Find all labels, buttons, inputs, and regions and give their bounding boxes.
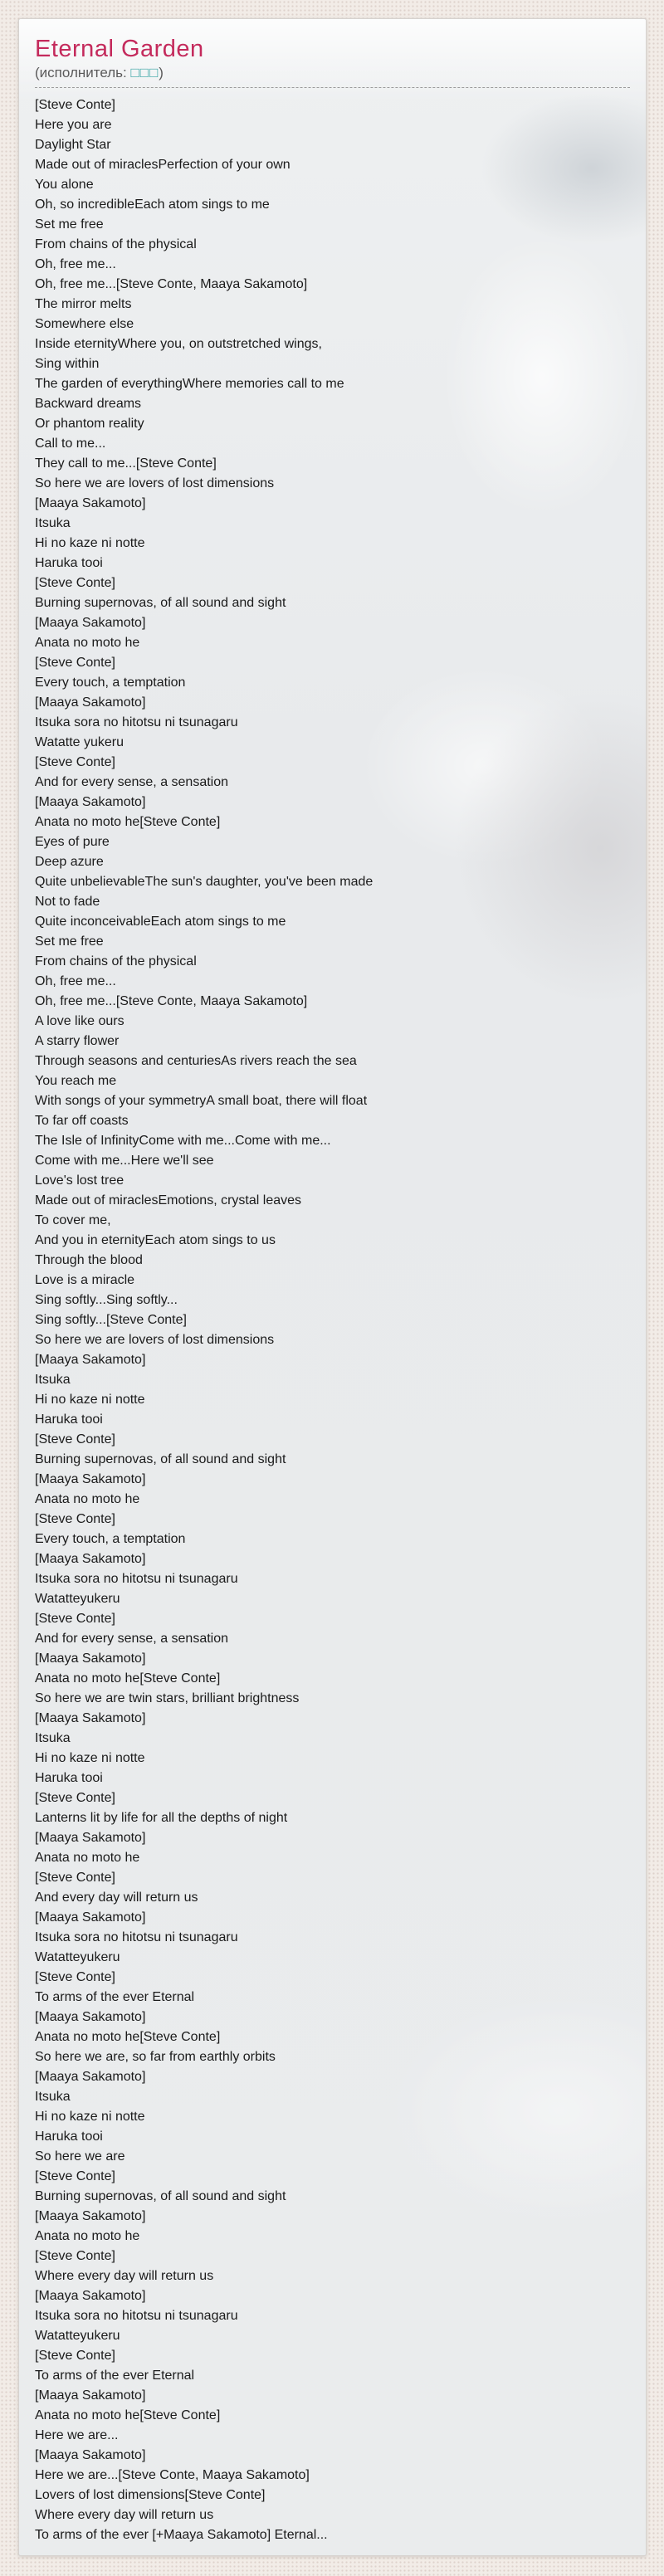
- lyric-line: And you in eternityEach atom sings to us: [35, 1233, 276, 1247]
- lyric-line: Somewhere else: [35, 317, 134, 331]
- lyric-line: [Steve Conte]: [35, 755, 115, 769]
- lyric-line: Here you are: [35, 118, 112, 132]
- lyric-line: [Maaya Sakamoto]: [35, 2010, 146, 2024]
- lyric-line: Haruka tooi: [35, 2130, 103, 2144]
- lyric-line: [Maaya Sakamoto]: [35, 496, 146, 510]
- lyric-line: Oh, free me...: [35, 257, 116, 271]
- lyric-line: [Maaya Sakamoto]: [35, 1552, 146, 1566]
- lyric-line: Lanterns lit by life for all the depths of night: [35, 1811, 288, 1825]
- lyric-line: Call to me...: [35, 437, 106, 451]
- lyric-line: [Maaya Sakamoto]: [35, 1831, 146, 1845]
- lyric-line: A starry flower: [35, 1034, 120, 1048]
- lyric-line: [Maaya Sakamoto]: [35, 1472, 146, 1486]
- lyric-line: The mirror melts: [35, 297, 132, 311]
- lyric-line: Burning supernovas, of all sound and sight: [35, 596, 286, 610]
- lyrics-card: [18, 18, 647, 2556]
- lyric-line: Love's lost tree: [35, 1173, 124, 1188]
- lyric-line: You alone: [35, 178, 94, 192]
- lyric-line: Hi no kaze ni notte: [35, 536, 145, 550]
- lyric-line: Oh, so incredibleEach atom sings to me: [35, 198, 270, 212]
- lyric-line: Anata no moto he: [35, 2229, 140, 2243]
- lyric-line: [Steve Conte]: [35, 1512, 115, 1526]
- artist-line: [35, 65, 630, 81]
- lyric-line: Anata no moto he[Steve Conte]: [35, 815, 221, 829]
- lyric-line: And for every sense, a sensation: [35, 775, 229, 789]
- lyric-line: Watatte yukeru: [35, 735, 124, 749]
- lyric-line: So here we are lovers of lost dimensions: [35, 476, 275, 490]
- lyric-line: So here we are: [35, 2149, 125, 2164]
- lyric-line: [Maaya Sakamoto]: [35, 1651, 146, 1666]
- lyric-line: Sing within: [35, 357, 100, 371]
- lyric-line: Deep azure: [35, 855, 104, 869]
- lyric-line: From chains of the physical: [35, 954, 197, 968]
- lyric-line: Anata no moto he: [35, 1851, 140, 1865]
- lyric-line: [Maaya Sakamoto]: [35, 695, 146, 710]
- lyric-line: [Steve Conte]: [35, 656, 115, 670]
- lyric-line: Here we are...[Steve Conte, Maaya Sakamoto]: [35, 2468, 310, 2482]
- lyric-line: [Steve Conte]: [35, 1970, 115, 1984]
- lyric-line: [Maaya Sakamoto]: [35, 2388, 146, 2403]
- lyric-line: Here we are...: [35, 2428, 119, 2442]
- lyric-line: [Steve Conte]: [35, 2349, 115, 2363]
- lyric-line: Itsuka sora no hitotsu ni tsunagaru: [35, 1572, 238, 1586]
- lyric-line: [Maaya Sakamoto]: [35, 2070, 146, 2084]
- artist-link[interactable]: □□□: [130, 65, 159, 80]
- lyrics-text: [35, 95, 630, 2545]
- lyric-line: Haruka tooi: [35, 1412, 103, 1427]
- lyric-line: Watatteyukeru: [35, 1950, 120, 1964]
- lyric-line: To arms of the ever Eternal: [35, 1990, 195, 2004]
- lyric-line: Backward dreams: [35, 397, 142, 411]
- lyric-line: [Steve Conte]: [35, 1791, 115, 1805]
- lyric-line: [Maaya Sakamoto]: [35, 616, 146, 630]
- lyric-line: Love is a miracle: [35, 1273, 135, 1287]
- lyric-line: Every touch, a temptation: [35, 1532, 186, 1546]
- lyric-line: [Steve Conte]: [35, 98, 115, 112]
- lyric-line: Burning supernovas, of all sound and sight: [35, 2189, 286, 2203]
- dashed-divider: [35, 87, 630, 88]
- lyric-line: Haruka tooi: [35, 1771, 103, 1785]
- lyric-line: Anata no moto he[Steve Conte]: [35, 2408, 221, 2422]
- lyric-line: Itsuka: [35, 1731, 71, 1745]
- lyric-line: [Steve Conte]: [35, 1612, 115, 1626]
- lyric-line: Anata no moto he: [35, 1492, 140, 1506]
- lyric-line: They call to me...[Steve Conte]: [35, 456, 217, 471]
- lyric-line: Oh, free me...: [35, 974, 116, 988]
- lyric-line: Where every day will return us: [35, 2508, 214, 2522]
- lyric-line: To far off coasts: [35, 1114, 129, 1128]
- lyric-line: Set me free: [35, 934, 104, 949]
- lyric-line: Watatteyukeru: [35, 1592, 120, 1606]
- lyric-line: Itsuka: [35, 2090, 71, 2104]
- lyric-line: [Maaya Sakamoto]: [35, 795, 146, 809]
- lyric-line: Anata no moto he: [35, 636, 140, 650]
- lyric-line: Made out of miraclesPerfection of your own: [35, 158, 290, 172]
- song-title: Eternal Garden: [35, 36, 204, 62]
- lyric-line: Eyes of pure: [35, 835, 110, 849]
- lyric-line: [Steve Conte]: [35, 2169, 115, 2183]
- lyric-line: Itsuka: [35, 516, 71, 530]
- artist-label: (исполнитель:: [35, 65, 131, 80]
- lyric-line: Oh, free me...[Steve Conte, Maaya Sakamoto]: [35, 994, 308, 1008]
- lyric-line: And for every sense, a sensation: [35, 1632, 229, 1646]
- lyric-line: [Steve Conte]: [35, 2249, 115, 2263]
- lyric-line: [Steve Conte]: [35, 1432, 115, 1447]
- lyric-line: Hi no kaze ni notte: [35, 1751, 145, 1765]
- lyric-line: To cover me,: [35, 1213, 111, 1227]
- lyric-line: [Maaya Sakamoto]: [35, 2289, 146, 2303]
- lyric-line: [Maaya Sakamoto]: [35, 1353, 146, 1367]
- lyric-line: With songs of your symmetryA small boat, there will float: [35, 1094, 368, 1108]
- lyric-line: So here we are twin stars, brilliant brightness: [35, 1691, 300, 1705]
- lyric-line: Every touch, a temptation: [35, 676, 186, 690]
- lyric-line: [Maaya Sakamoto]: [35, 2209, 146, 2223]
- lyric-line: Not to fade: [35, 895, 100, 909]
- lyric-line: Hi no kaze ni notte: [35, 2110, 145, 2124]
- lyric-line: And every day will return us: [35, 1891, 198, 1905]
- lyric-line: Lovers of lost dimensions[Steve Conte]: [35, 2488, 266, 2502]
- lyric-line: Come with me...Here we'll see: [35, 1154, 214, 1168]
- lyric-line: Quite unbelievableThe sun's daughter, you've been made: [35, 875, 374, 889]
- lyric-line: Set me free: [35, 217, 104, 232]
- lyric-line: From chains of the physical: [35, 237, 197, 251]
- lyric-line: [Maaya Sakamoto]: [35, 2448, 146, 2462]
- lyric-line: Quite inconceivableEach atom sings to me: [35, 915, 286, 929]
- lyric-line: Itsuka sora no hitotsu ni tsunagaru: [35, 2309, 238, 2323]
- lyric-line: Sing softly...[Steve Conte]: [35, 1313, 187, 1327]
- lyric-line: Hi no kaze ni notte: [35, 1393, 145, 1407]
- lyric-line: So here we are lovers of lost dimensions: [35, 1333, 275, 1347]
- lyric-line: [Steve Conte]: [35, 1871, 115, 1885]
- lyric-line: [Maaya Sakamoto]: [35, 1910, 146, 1925]
- lyric-line: Through seasons and centuriesAs rivers reach the sea: [35, 1054, 357, 1068]
- lyric-line: Itsuka: [35, 1373, 71, 1387]
- lyric-line: Through the blood: [35, 1253, 143, 1267]
- lyric-line: The Isle of InfinityCome with me...Come with me...: [35, 1134, 331, 1148]
- lyric-line: To arms of the ever [+Maaya Sakamoto] Eternal...: [35, 2528, 328, 2542]
- lyric-line: Or phantom reality: [35, 417, 144, 431]
- lyric-line: [Maaya Sakamoto]: [35, 1711, 146, 1725]
- lyric-line: Watatteyukeru: [35, 2329, 120, 2343]
- lyric-line: Anata no moto he[Steve Conte]: [35, 2030, 221, 2044]
- lyric-line: To arms of the ever Eternal: [35, 2369, 195, 2383]
- lyric-line: Burning supernovas, of all sound and sight: [35, 1452, 286, 1466]
- lyric-line: Itsuka sora no hitotsu ni tsunagaru: [35, 1930, 238, 1944]
- lyric-line: [Steve Conte]: [35, 576, 115, 590]
- lyric-line: Itsuka sora no hitotsu ni tsunagaru: [35, 715, 238, 729]
- lyric-line: The garden of everythingWhere memories call to me: [35, 377, 344, 391]
- lyric-line: Inside eternityWhere you, on outstretched wings,: [35, 337, 322, 351]
- lyric-line: Where every day will return us: [35, 2269, 214, 2283]
- lyric-line: You reach me: [35, 1074, 117, 1088]
- lyric-line: Anata no moto he[Steve Conte]: [35, 1671, 221, 1686]
- lyric-line: So here we are, so far from earthly orbits: [35, 2050, 276, 2064]
- lyric-line: Haruka tooi: [35, 556, 103, 570]
- lyric-line: Sing softly...Sing softly...: [35, 1293, 178, 1307]
- lyric-line: Made out of miraclesEmotions, crystal leaves: [35, 1193, 302, 1208]
- artist-label-suffix: ): [159, 65, 164, 80]
- lyric-line: Oh, free me...[Steve Conte, Maaya Sakamoto]: [35, 277, 308, 291]
- lyric-line: Daylight Star: [35, 138, 111, 152]
- lyric-line: A love like ours: [35, 1014, 124, 1028]
